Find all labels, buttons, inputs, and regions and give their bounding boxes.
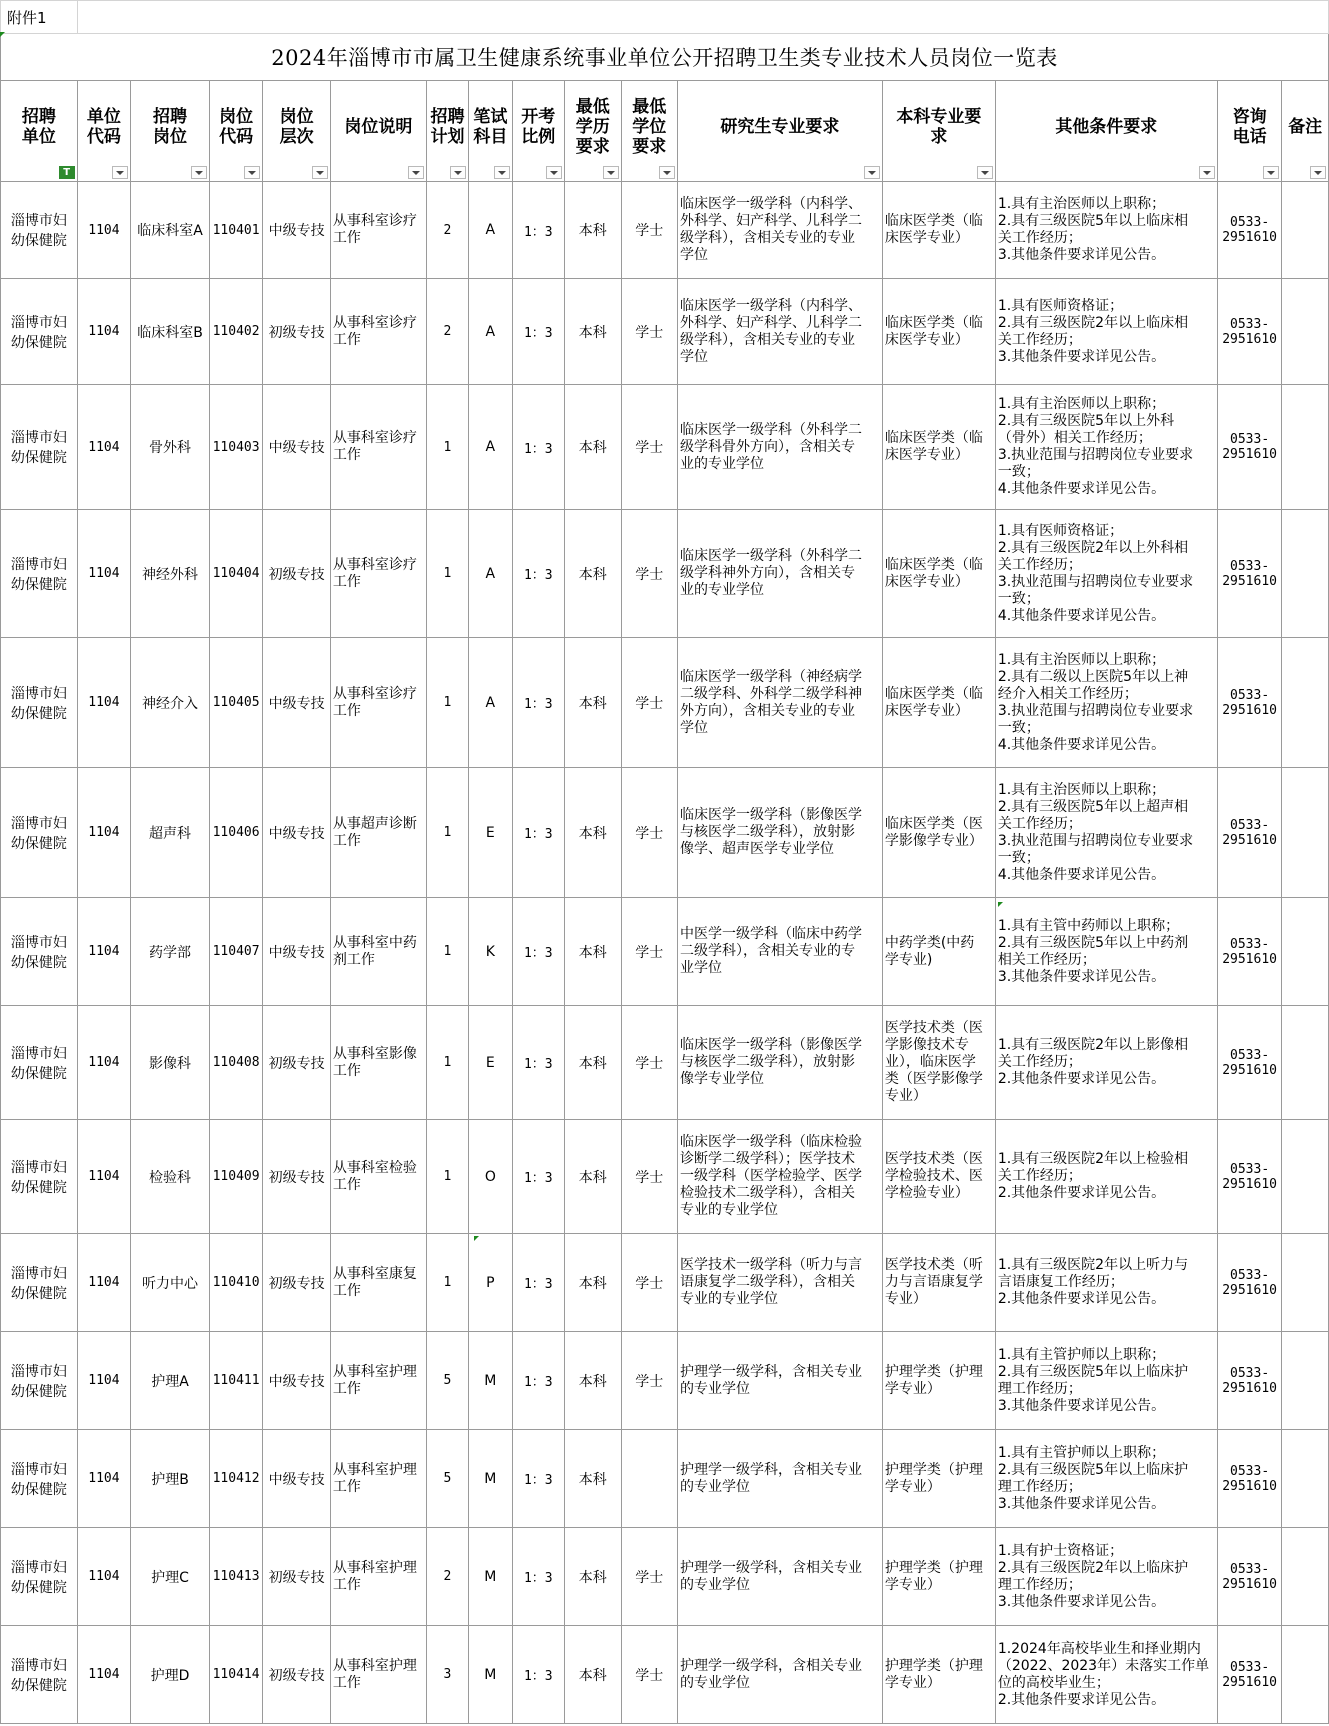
column-header-label: 岗位 层次 — [279, 107, 314, 147]
cell-post[interactable]: 超声科 — [131, 768, 210, 898]
cell-undergrad-major[interactable]: 医学技术类（听 力与言语康复学 专业） — [882, 1234, 995, 1332]
cell-description[interactable]: 从事科室护理 工作 — [330, 1626, 426, 1724]
cell-undergrad-major[interactable]: 医学技术类（医 学检验技术、医 学检验专业） — [882, 1120, 995, 1234]
cell-post[interactable]: 神经外科 — [131, 510, 210, 638]
cell-post-code[interactable]: 110411 — [209, 1332, 262, 1430]
cell-post[interactable]: 骨外科 — [131, 385, 210, 510]
column-header-education — [565, 81, 622, 182]
cell-post[interactable]: 药学部 — [131, 898, 210, 1006]
cell-post[interactable]: 影像科 — [131, 1006, 210, 1120]
cell-level[interactable]: 中级专技 — [263, 1332, 331, 1430]
cell-undergrad-major[interactable]: 临床医学类（临 床医学专业） — [882, 638, 995, 768]
cell-unit[interactable]: 淄博市妇 幼保健院 — [1, 385, 78, 510]
cell-description[interactable]: 从事科室护理 工作 — [330, 1528, 426, 1626]
cell-description[interactable]: 从事科室诊疗 工作 — [330, 385, 426, 510]
cell-post[interactable]: 护理B — [131, 1430, 210, 1528]
cell-post[interactable]: 护理A — [131, 1332, 210, 1430]
cell-plan[interactable]: 1 — [426, 1006, 468, 1120]
cell-description[interactable]: 从事科室康复 工作 — [330, 1234, 426, 1332]
column-header-unit — [1, 81, 78, 182]
cell-post[interactable]: 护理C — [131, 1528, 210, 1626]
cell-education[interactable]: 本科 — [565, 1120, 622, 1234]
cell-education[interactable]: 本科 — [565, 385, 622, 510]
cell-unit[interactable]: 淄博市妇 幼保健院 — [1, 279, 78, 385]
column-header-ratio — [512, 81, 564, 182]
cell-description[interactable]: 从事科室诊疗 工作 — [330, 279, 426, 385]
cell-unit[interactable]: 淄博市妇 幼保健院 — [1, 510, 78, 638]
cell-description[interactable]: 从事科室中药 剂工作 — [330, 898, 426, 1006]
column-header-label: 最低 学位 要求 — [632, 97, 667, 157]
cell-post[interactable]: 临床科室B — [131, 279, 210, 385]
cell-note[interactable] — [1282, 1120, 1329, 1234]
cell-other-requirements[interactable]: 1.具有主治医师以上职称； 2.具有三级医院5年以上超声相 关工作经历； 3.执业范围与招聘岗位专业要求 一致； 4.其他条件要求详见公告。 — [995, 768, 1217, 898]
cell-education[interactable]: 本科 — [565, 1332, 622, 1430]
column-header-exam-subject — [469, 81, 512, 182]
cell-level[interactable]: 初级专技 — [263, 510, 331, 638]
cell-other-requirements[interactable]: 1.具有三级医院2年以上影像相 关工作经历； 2.其他条件要求详见公告。 — [995, 1006, 1217, 1120]
cell-graduate-major[interactable]: 医学技术一级学科（听力与言 语康复学二级学科），含相关 专业的专业学位 — [678, 1234, 883, 1332]
cell-education[interactable]: 本科 — [565, 1234, 622, 1332]
cell-degree[interactable]: 学士 — [621, 1528, 678, 1626]
cell-degree[interactable]: 学士 — [621, 385, 678, 510]
cell-post[interactable]: 神经介入 — [131, 638, 210, 768]
table-row — [1, 510, 1329, 638]
cell-description[interactable]: 从事科室诊疗 工作 — [330, 182, 426, 279]
cell-education[interactable]: 本科 — [565, 182, 622, 279]
cell-other-requirements[interactable]: 1.具有主治医师以上职称； 2.具有三级医院5年以上临床相 关工作经历； 3.其他条件要求详见公告。 — [995, 182, 1217, 279]
cell-unit-code[interactable]: 1104 — [77, 385, 130, 510]
cell-undergrad-major[interactable]: 临床医学类（临 床医学专业） — [882, 279, 995, 385]
cell-education[interactable]: 本科 — [565, 1626, 622, 1724]
cell-graduate-major[interactable]: 临床医学一级学科（内科学、 外科学、妇产科学、儿科学二 级学科），含相关专业的专业 学位 — [678, 279, 883, 385]
cell-ratio[interactable]: 1：3 — [512, 898, 564, 1006]
cell-note[interactable] — [1282, 1006, 1329, 1120]
cell-education[interactable]: 本科 — [565, 279, 622, 385]
cell-unit-code[interactable]: 1104 — [77, 1528, 130, 1626]
table-row — [1, 638, 1329, 768]
cell-plan[interactable]: 2 — [426, 1528, 468, 1626]
dropdown-arrow-icon[interactable] — [244, 166, 260, 179]
cell-post-code[interactable]: 110402 — [209, 279, 262, 385]
cell-other-requirements[interactable]: 1.具有主治医师以上职称； 2.具有二级以上医院5年以上神 经介入相关工作经历； 3.执业范围与招聘岗位专业要求 一致； 4.其他条件要求详见公告。 — [995, 638, 1217, 768]
cell-other-requirements[interactable]: 1.具有医师资格证； 2.具有三级医院2年以上外科相 关工作经历； 3.执业范围与招聘岗位专业要求 一致； 4.其他条件要求详见公告。 — [995, 510, 1217, 638]
cell-exam-subject[interactable]: M — [469, 1626, 512, 1724]
cell-note[interactable] — [1282, 1332, 1329, 1430]
cell-phone[interactable]: 0533- 2951610 — [1217, 1626, 1282, 1724]
cell-degree[interactable]: 学士 — [621, 182, 678, 279]
cell-undergrad-major[interactable]: 医学技术类（医 学影像技术专 业），临床医学 类（医学影像学 专业） — [882, 1006, 995, 1120]
column-header-label: 岗位 代码 — [219, 107, 254, 147]
dropdown-arrow-icon[interactable] — [450, 166, 466, 179]
cell-level[interactable]: 初级专技 — [263, 1528, 331, 1626]
cell-description[interactable]: 从事科室诊疗 工作 — [330, 510, 426, 638]
cell-phone[interactable]: 0533- 2951610 — [1217, 1006, 1282, 1120]
cell-graduate-major[interactable]: 临床医学一级学科（外科学二 级学科神外方向），含相关专 业的专业学位 — [678, 510, 883, 638]
cell-plan[interactable]: 5 — [426, 1332, 468, 1430]
cell-note[interactable] — [1282, 1528, 1329, 1626]
cell-undergrad-major[interactable]: 护理学类（护理 学专业） — [882, 1430, 995, 1528]
cell-degree[interactable]: 学士 — [621, 1234, 678, 1332]
table-row — [1, 1430, 1329, 1528]
cell-plan[interactable]: 1 — [426, 898, 468, 1006]
cell-education[interactable]: 本科 — [565, 1528, 622, 1626]
cell-degree[interactable]: 学士 — [621, 898, 678, 1006]
cell-education[interactable]: 本科 — [565, 1430, 622, 1528]
column-header-label: 招聘 单位 — [21, 107, 56, 147]
dropdown-arrow-icon[interactable] — [408, 166, 424, 179]
column-header-label: 招聘 计划 — [430, 107, 465, 147]
column-header-post-code — [209, 81, 262, 182]
cell-note[interactable] — [1282, 1234, 1329, 1332]
column-header-label: 备注 — [1288, 117, 1323, 137]
cell-graduate-major[interactable]: 临床医学一级学科（影像医学 与核医学二级学科），放射影 像学专业学位 — [678, 1006, 883, 1120]
cell-degree[interactable]: 学士 — [621, 510, 678, 638]
cell-other-requirements[interactable]: 1.具有三级医院2年以上检验相 关工作经历； 2.其他条件要求详见公告。 — [995, 1120, 1217, 1234]
column-header-note — [1282, 81, 1329, 182]
cell-note[interactable] — [1282, 279, 1329, 385]
cell-post-code[interactable]: 110403 — [209, 385, 262, 510]
cell-unit[interactable]: 淄博市妇 幼保健院 — [1, 638, 78, 768]
cell-exam-subject[interactable]: A — [469, 279, 512, 385]
cell-ratio[interactable]: 1：3 — [512, 1430, 564, 1528]
cell-other-requirements[interactable]: 1.具有主治医师以上职称； 2.具有三级医院5年以上外科 （骨外）相关工作经历； 3.执业范围与招聘岗位专业要求 一致； 4.其他条件要求详见公告。 — [995, 385, 1217, 510]
cell-graduate-major[interactable]: 中医学一级学科（临床中药学 二级学科），含相关专业的专 业学位 — [678, 898, 883, 1006]
cell-post-code[interactable]: 110408 — [209, 1006, 262, 1120]
cell-plan[interactable]: 1 — [426, 510, 468, 638]
cell-post-code[interactable]: 110410 — [209, 1234, 262, 1332]
cell-ratio[interactable]: 1：3 — [512, 1332, 564, 1430]
cell-other-requirements[interactable]: 1.2024年高校毕业生和择业期内 （2022、2023年）未落实工作单 位的高校毕业生； 2.其他条件要求详见公告。 — [995, 1626, 1217, 1724]
cell-plan[interactable]: 1 — [426, 768, 468, 898]
cell-ratio[interactable]: 1：3 — [512, 279, 564, 385]
cell-plan[interactable]: 1 — [426, 638, 468, 768]
cell-description[interactable]: 从事科室护理 工作 — [330, 1332, 426, 1430]
cell-unit[interactable]: 淄博市妇 幼保健院 — [1, 898, 78, 1006]
cell-education[interactable]: 本科 — [565, 510, 622, 638]
cell-unit-code[interactable]: 1104 — [77, 279, 130, 385]
cell-ratio[interactable]: 1：3 — [512, 385, 564, 510]
cell-phone[interactable]: 0533- 2951610 — [1217, 1332, 1282, 1430]
cell-unit-code[interactable]: 1104 — [77, 510, 130, 638]
cell-level[interactable]: 初级专技 — [263, 1006, 331, 1120]
cell-plan[interactable]: 3 — [426, 1626, 468, 1724]
cell-phone[interactable]: 0533- 2951610 — [1217, 385, 1282, 510]
cell-plan[interactable]: 2 — [426, 279, 468, 385]
column-header-label: 最低 学历 要求 — [575, 97, 610, 157]
cell-phone[interactable]: 0533- 2951610 — [1217, 1528, 1282, 1626]
column-header-label: 招聘 岗位 — [153, 107, 187, 147]
column-header-label: 咨询 电话 — [1232, 107, 1267, 147]
column-header-label: 单位 代码 — [86, 107, 121, 147]
cell-unit[interactable]: 淄博市妇 幼保健院 — [1, 1006, 78, 1120]
cell-graduate-major[interactable]: 护理学一级学科，含相关专业 的专业学位 — [678, 1528, 883, 1626]
cell-post-code[interactable]: 110414 — [209, 1626, 262, 1724]
cell-degree[interactable]: 学士 — [621, 1626, 678, 1724]
cell-other-requirements[interactable]: 1.具有医师资格证； 2.具有三级医院2年以上临床相 关工作经历； 3.其他条件要求详见公告。 — [995, 279, 1217, 385]
cell-degree[interactable]: 学士 — [621, 1332, 678, 1430]
cell-description[interactable]: 从事科室检验 工作 — [330, 1120, 426, 1234]
cell-description[interactable]: 从事科室影像 工作 — [330, 1006, 426, 1120]
cell-undergrad-major[interactable]: 护理学类（护理 学专业） — [882, 1626, 995, 1724]
column-header-post — [131, 81, 210, 182]
table-row — [1, 279, 1329, 385]
cell-post-code[interactable]: 110409 — [209, 1120, 262, 1234]
cell-degree[interactable]: 学士 — [621, 768, 678, 898]
cell-degree[interactable] — [621, 1430, 678, 1528]
cell-exam-subject[interactable]: E — [469, 768, 512, 898]
dropdown-arrow-icon[interactable] — [603, 166, 619, 179]
cell-graduate-major[interactable]: 临床医学一级学科（内科学、 外科学、妇产科学、儿科学二 级学科），含相关专业的专业 学位 — [678, 182, 883, 279]
cell-level[interactable]: 初级专技 — [263, 279, 331, 385]
cell-plan[interactable]: 1 — [426, 1120, 468, 1234]
cell-degree[interactable]: 学士 — [621, 638, 678, 768]
cell-level[interactable]: 中级专技 — [263, 768, 331, 898]
cell-level[interactable]: 初级专技 — [263, 1626, 331, 1724]
cell-note[interactable] — [1282, 385, 1329, 510]
cell-note[interactable] — [1282, 1430, 1329, 1528]
dropdown-arrow-icon[interactable] — [977, 166, 993, 179]
table-row — [1, 768, 1329, 898]
cell-exam-subject[interactable]: K — [469, 898, 512, 1006]
cell-phone[interactable]: 0533- 2951610 — [1217, 510, 1282, 638]
cell-plan[interactable]: 1 — [426, 1234, 468, 1332]
column-header-label: 本科专业要 求 — [896, 107, 982, 147]
cell-graduate-major[interactable]: 护理学一级学科，含相关专业 的专业学位 — [678, 1332, 883, 1430]
cell-degree[interactable]: 学士 — [621, 279, 678, 385]
cell-exam-subject[interactable]: A — [469, 182, 512, 279]
cell-unit[interactable]: 淄博市妇 幼保健院 — [1, 182, 78, 279]
cell-note[interactable] — [1282, 898, 1329, 1006]
column-header-label: 研究生专业要求 — [720, 117, 840, 137]
table-body — [1, 182, 1329, 1724]
cell-other-requirements[interactable]: 1.具有主管中药师以上职称； 2.具有三级医院5年以上中药剂 相关工作经历； 3.其他条件要求详见公告。 — [995, 898, 1217, 1006]
cell-phone[interactable]: 0533- 2951610 — [1217, 768, 1282, 898]
table-row — [1, 1332, 1329, 1430]
cell-ratio[interactable]: 1：3 — [512, 768, 564, 898]
cell-unit[interactable]: 淄博市妇 幼保健院 — [1, 1528, 78, 1626]
cell-note[interactable] — [1282, 1626, 1329, 1724]
cell-post-code[interactable]: 110404 — [209, 510, 262, 638]
dropdown-arrow-icon[interactable] — [312, 166, 328, 179]
cell-description[interactable]: 从事科室护理 工作 — [330, 1430, 426, 1528]
cell-marker — [474, 1236, 479, 1241]
page-title: 2024年淄博市市属卫生健康系统事业单位公开招聘卫生类专业技术人员岗位一览表 — [1, 34, 1329, 81]
cell-phone[interactable]: 0533- 2951610 — [1217, 1234, 1282, 1332]
column-header-degree — [621, 81, 678, 182]
cell-plan[interactable]: 5 — [426, 1430, 468, 1528]
cell-other-requirements[interactable]: 1.具有主管护师以上职称； 2.具有三级医院5年以上临床护 理工作经历； 3.其他条件要求详见公告。 — [995, 1430, 1217, 1528]
column-header-label: 其他条件要求 — [1055, 117, 1158, 137]
cell-unit[interactable]: 淄博市妇 幼保健院 — [1, 768, 78, 898]
cell-exam-subject[interactable]: A — [469, 510, 512, 638]
cell-phone[interactable]: 0533- 2951610 — [1217, 182, 1282, 279]
cell-education[interactable]: 本科 — [565, 1006, 622, 1120]
table-row — [1, 898, 1329, 1006]
cell-level[interactable]: 中级专技 — [263, 385, 331, 510]
cell-exam-subject[interactable]: O — [469, 1120, 512, 1234]
table-row — [1, 1006, 1329, 1120]
cell-post-code[interactable]: 110412 — [209, 1430, 262, 1528]
cell-unit-code[interactable]: 1104 — [77, 1120, 130, 1234]
cell-note[interactable] — [1282, 638, 1329, 768]
cell-degree[interactable]: 学士 — [621, 1120, 678, 1234]
table-row — [1, 182, 1329, 279]
cell-plan[interactable]: 1 — [426, 385, 468, 510]
table-row — [1, 1234, 1329, 1332]
cell-unit[interactable]: 淄博市妇 幼保健院 — [1, 1332, 78, 1430]
column-header-phone — [1217, 81, 1282, 182]
table-row — [1, 385, 1329, 510]
column-header-undergrad-major — [882, 81, 995, 182]
cell-post-code[interactable]: 110407 — [209, 898, 262, 1006]
cell-other-requirements[interactable]: 1.具有主管护师以上职称； 2.具有三级医院5年以上临床护 理工作经历； 3.其他条件要求详见公告。 — [995, 1332, 1217, 1430]
cell-exam-subject[interactable]: A — [469, 638, 512, 768]
cell-unit-code[interactable]: 1104 — [77, 1430, 130, 1528]
cell-undergrad-major[interactable]: 中药学类(中药 学专业) — [882, 898, 995, 1006]
table-row — [1, 1528, 1329, 1626]
cell-education[interactable]: 本科 — [565, 638, 622, 768]
cell-unit[interactable]: 淄博市妇 幼保健院 — [1, 1120, 78, 1234]
dropdown-arrow-icon[interactable] — [494, 166, 510, 179]
cell-undergrad-major[interactable]: 临床医学类（临 床医学专业） — [882, 182, 995, 279]
cell-level[interactable]: 中级专技 — [263, 898, 331, 1006]
cell-phone[interactable]: 0533- 2951610 — [1217, 1430, 1282, 1528]
column-header-label: 岗位说明 — [344, 117, 413, 137]
cell-phone[interactable]: 0533- 2951610 — [1217, 1120, 1282, 1234]
cell-unit-code[interactable]: 1104 — [77, 768, 130, 898]
column-header-label: 开考 比例 — [521, 107, 556, 147]
empty-cell — [77, 1, 1328, 34]
dropdown-arrow-icon[interactable] — [546, 166, 562, 179]
cell-graduate-major[interactable]: 临床医学一级学科（影像医学 与核医学二级学科），放射影 像学、超声医学专业学位 — [678, 768, 883, 898]
cell-post-code[interactable]: 110401 — [209, 182, 262, 279]
cell-post-code[interactable]: 110405 — [209, 638, 262, 768]
table-row — [1, 1626, 1329, 1724]
cell-phone[interactable]: 0533- 2951610 — [1217, 638, 1282, 768]
dropdown-arrow-icon[interactable] — [1310, 166, 1326, 179]
cell-level[interactable]: 中级专技 — [263, 638, 331, 768]
cell-marker — [998, 902, 1003, 907]
dropdown-arrow-icon[interactable] — [864, 166, 880, 179]
cell-education[interactable]: 本科 — [565, 768, 622, 898]
cell-exam-subject[interactable]: P — [469, 1234, 512, 1332]
cell-graduate-major[interactable]: 护理学一级学科，含相关专业 的专业学位 — [678, 1626, 883, 1724]
cell-undergrad-major[interactable]: 临床医学类（医 学影像学专业） — [882, 768, 995, 898]
cell-note[interactable] — [1282, 182, 1329, 279]
cell-unit[interactable]: 淄博市妇 幼保健院 — [1, 1430, 78, 1528]
cell-plan[interactable]: 2 — [426, 182, 468, 279]
cell-ratio[interactable]: 1：3 — [512, 1234, 564, 1332]
cell-post[interactable]: 听力中心 — [131, 1234, 210, 1332]
cell-exam-subject[interactable]: M — [469, 1332, 512, 1430]
cell-graduate-major[interactable]: 临床医学一级学科（外科学二 级学科骨外方向），含相关专 业的专业学位 — [678, 385, 883, 510]
cell-unit[interactable]: 淄博市妇 幼保健院 — [1, 1234, 78, 1332]
dropdown-arrow-icon[interactable] — [1263, 166, 1279, 179]
cell-exam-subject[interactable]: M — [469, 1430, 512, 1528]
cell-level[interactable]: 中级专技 — [263, 1430, 331, 1528]
cell-other-requirements[interactable]: 1.具有护士资格证； 2.具有三级医院2年以上临床护 理工作经历； 3.其他条件要求详见公告。 — [995, 1528, 1217, 1626]
cell-description[interactable]: 从事科室诊疗 工作 — [330, 638, 426, 768]
cell-post[interactable]: 检验科 — [131, 1120, 210, 1234]
cell-undergrad-major[interactable]: 临床医学类（临 床医学专业） — [882, 510, 995, 638]
column-header-level — [263, 81, 331, 182]
cell-exam-subject[interactable]: M — [469, 1528, 512, 1626]
cell-ratio[interactable]: 1：3 — [512, 1120, 564, 1234]
column-header-unit-code — [77, 81, 130, 182]
attachment-label: 附件1 — [1, 1, 78, 34]
cell-graduate-major[interactable]: 临床医学一级学科（神经病学 二级学科、外科学二级学科神 外方向），含相关专业的专业 学位 — [678, 638, 883, 768]
cell-ratio[interactable]: 1：3 — [512, 182, 564, 279]
cell-graduate-major[interactable]: 护理学一级学科，含相关专业 的专业学位 — [678, 1430, 883, 1528]
column-header-label: 笔试 科目 — [473, 107, 508, 147]
cell-undergrad-major[interactable]: 护理学类（护理 学专业） — [882, 1332, 995, 1430]
cell-level[interactable]: 初级专技 — [263, 1120, 331, 1234]
cell-post[interactable]: 临床科室A — [131, 182, 210, 279]
cell-unit-code[interactable]: 1104 — [77, 182, 130, 279]
cell-unit-code[interactable]: 1104 — [77, 1332, 130, 1430]
filter-active-icon[interactable] — [59, 166, 75, 179]
cell-exam-subject[interactable]: E — [469, 1006, 512, 1120]
cell-ratio[interactable]: 1：3 — [512, 1006, 564, 1120]
cell-note[interactable] — [1282, 768, 1329, 898]
cell-graduate-major[interactable]: 临床医学一级学科（临床检验 诊断学二级学科）；医学技术 一级学科（医学检验学、医学 检验技术二级学科），含相关 专业的专业学位 — [678, 1120, 883, 1234]
cell-unit-code[interactable]: 1104 — [77, 638, 130, 768]
cell-post-code[interactable]: 110406 — [209, 768, 262, 898]
cell-marker — [0, 32, 5, 37]
dropdown-arrow-icon[interactable] — [112, 166, 128, 179]
cell-exam-subject[interactable]: A — [469, 385, 512, 510]
cell-ratio[interactable]: 1：3 — [512, 638, 564, 768]
dropdown-arrow-icon[interactable] — [659, 166, 675, 179]
cell-undergrad-major[interactable]: 临床医学类（临 床医学专业） — [882, 385, 995, 510]
cell-ratio[interactable]: 1：3 — [512, 1528, 564, 1626]
cell-unit[interactable]: 淄博市妇 幼保健院 — [1, 1626, 78, 1724]
column-header-description — [330, 81, 426, 182]
column-header-other-requirements — [995, 81, 1217, 182]
dropdown-arrow-icon[interactable] — [1199, 166, 1215, 179]
cell-post-code[interactable]: 110413 — [209, 1528, 262, 1626]
cell-unit-code[interactable]: 1104 — [77, 898, 130, 1006]
cell-unit-code[interactable]: 1104 — [77, 1234, 130, 1332]
column-header-graduate-major — [678, 81, 883, 182]
cell-phone[interactable]: 0533- 2951610 — [1217, 279, 1282, 385]
cell-phone[interactable]: 0533- 2951610 — [1217, 898, 1282, 1006]
cell-post[interactable]: 护理D — [131, 1626, 210, 1724]
table-row — [1, 1120, 1329, 1234]
cell-ratio[interactable]: 1：3 — [512, 1626, 564, 1724]
cell-level[interactable]: 中级专技 — [263, 182, 331, 279]
cell-degree[interactable]: 学士 — [621, 1006, 678, 1120]
cell-level[interactable]: 初级专技 — [263, 1234, 331, 1332]
cell-other-requirements[interactable]: 1.具有三级医院2年以上听力与 言语康复工作经历； 2.其他条件要求详见公告。 — [995, 1234, 1217, 1332]
cell-unit-code[interactable]: 1104 — [77, 1006, 130, 1120]
cell-education[interactable]: 本科 — [565, 898, 622, 1006]
column-header-plan — [426, 81, 468, 182]
dropdown-arrow-icon[interactable] — [191, 166, 207, 179]
cell-ratio[interactable]: 1：3 — [512, 510, 564, 638]
cell-description[interactable]: 从事超声诊断 工作 — [330, 768, 426, 898]
cell-unit-code[interactable]: 1104 — [77, 1626, 130, 1724]
cell-note[interactable] — [1282, 510, 1329, 638]
cell-undergrad-major[interactable]: 护理学类（护理 学专业） — [882, 1528, 995, 1626]
